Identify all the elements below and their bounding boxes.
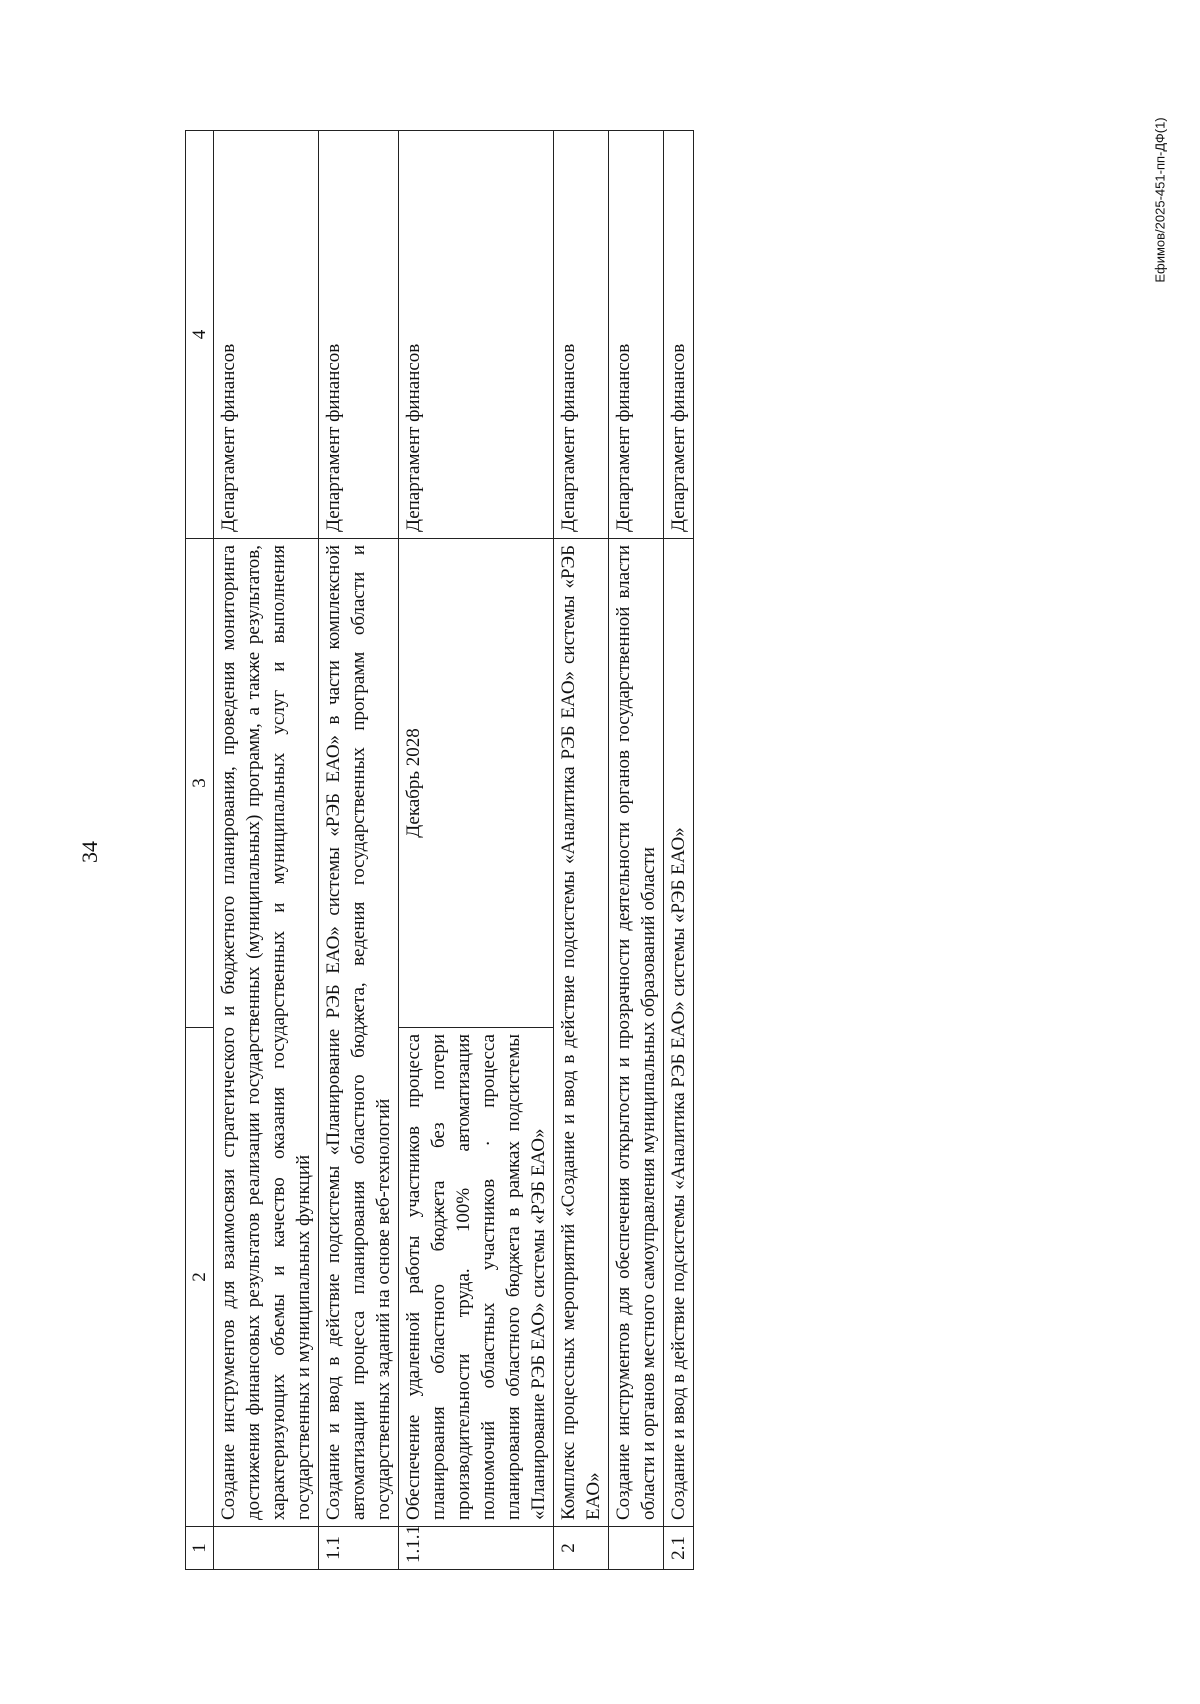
document-footer-code: Ефимов/2025-451-пп-ДФ(1)	[1152, 117, 1168, 283]
row-number: 2	[554, 1527, 609, 1570]
header-col-3: 3	[186, 539, 214, 1028]
table-row	[664, 131, 694, 1570]
row-number: 2.1	[664, 1527, 694, 1570]
row-department: Департамент финансов	[554, 131, 609, 539]
table-row	[319, 131, 399, 1570]
table-row	[554, 131, 609, 1570]
header-col-4: 4	[186, 131, 214, 539]
row-description: Создание инструментов для обеспечения открытости и прозрачности деятельности органов государственной власти области и органов местного самоуправления муниципальных образований области	[609, 539, 664, 1527]
activities-table	[185, 130, 694, 1570]
row-description: Создание инструментов для взаимосвязи стратегического и бюджетного планирования, проведения мониторинга достижения финансовых результатов реализации государственных (муниципальных) программ, а также результатов, характеризующих объемы и качество оказания государственных и муниципальных услуг и выполнения государственных и муниципальных функций	[214, 539, 319, 1527]
row-number	[214, 1527, 319, 1570]
row-department: Департамент финансов	[399, 131, 554, 539]
table-header-row	[186, 131, 214, 1570]
table-row	[214, 131, 319, 1570]
row-department: Департамент финансов	[609, 131, 664, 539]
row-number: 1.1	[319, 1527, 399, 1570]
table-row	[609, 131, 664, 1570]
row-number	[609, 1527, 664, 1570]
page-number: 34	[77, 841, 102, 863]
header-col-1: 1	[186, 1527, 214, 1570]
row-number: 1.1.1	[399, 1527, 554, 1570]
row-description: Создание и ввод в действие подсистемы «Аналитика РЭБ ЕАО» системы «РЭБ ЕАО»	[664, 539, 694, 1527]
row-deadline: Декабрь 2028	[399, 539, 554, 1028]
header-col-2: 2	[186, 1028, 214, 1527]
row-department: Департамент финансов	[214, 131, 319, 539]
row-department: Департамент финансов	[664, 131, 694, 539]
row-description: Создание и ввод в действие подсистемы «Планирование РЭБ ЕАО» системы «РЭБ ЕАО» в части комплексной автоматизации процесса планирования областного бюджета, ведения государственных программ области и государственных заданий на основе веб-технологий	[319, 539, 399, 1527]
row-description: Обеспечение удаленной работы участников процесса планирования областного бюджета без потери производительности труда. 100% автоматизация полномочий областных участников · процесса планирования областного бюджета в рамках подсистемы «Планирование РЭБ ЕАО» системы «РЭБ ЕАО»	[399, 1028, 554, 1527]
table-row	[399, 131, 554, 1570]
row-department: Департамент финансов	[319, 131, 399, 539]
table-container	[185, 130, 694, 1570]
row-description: Комплекс процессных мероприятий «Создание и ввод в действие подсистемы «Аналитика РЭБ ЕАО» системы «РЭБ ЕАО»	[554, 539, 609, 1527]
